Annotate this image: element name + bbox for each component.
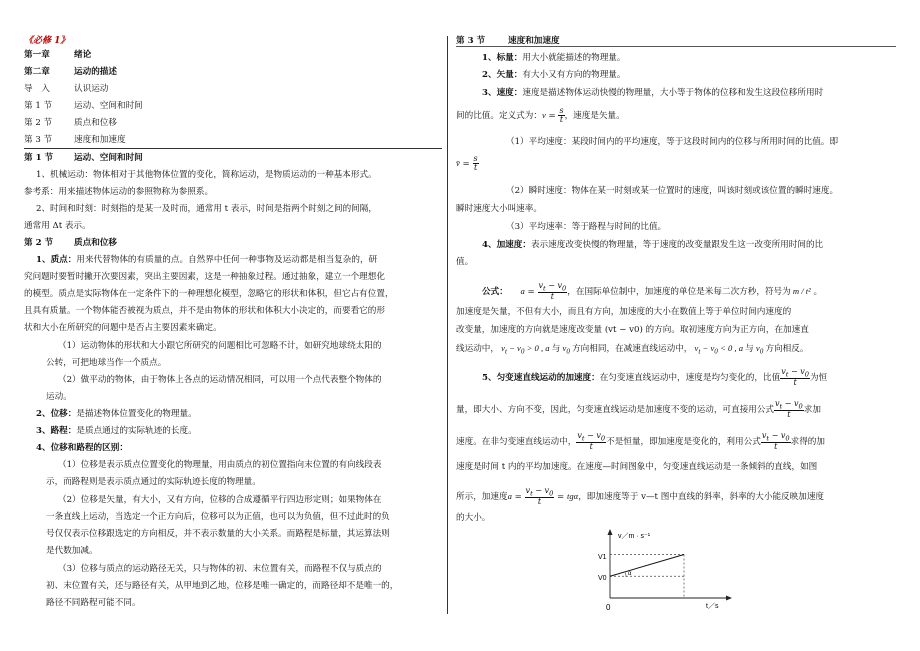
difference-2: （2）位移是矢量，有大小，又有方向，位移的合成遵循平行四边形定则；如果物体在 <box>58 495 382 505</box>
acceleration-vector: 加速度是矢量，不但有大小，而且有方向，加速度的大小在数值上等于单位时间内速度的 <box>456 307 792 317</box>
sec1-paragraph: 2、时间和时刻：时刻指的是某一及时而，通常用 t 表示，时间是指两个时刻之间的间隔， <box>36 204 377 214</box>
instant-velocity: （2）瞬时速度：物体在某一时刻或某一位置时的速度，叫该时刻或该位置的瞬时速度。 <box>506 186 839 196</box>
v0-label: V0 <box>598 575 607 582</box>
velocity-time-graph <box>596 526 736 612</box>
velocity-def: 间的比值。定义式为：v = $\frac{s}{t}$ ，速度是矢量。 <box>456 106 625 124</box>
difference-1: （1）位移是表示质点位置变化的物理量，用由质点的初位置指向末位置的有向线段表 <box>58 460 382 470</box>
difference-2: 号仅仅表示位移跟选定的方向相反，并不表示数量的大小关系。而路程是标量，其运算法则 <box>46 529 390 539</box>
toc-item[interactable]: 第一章 绪论 <box>24 50 92 60</box>
uniform-acceleration: 速度。在非匀变速直线运动中， $\frac{v_t - v_0}{t}$ 不是恒量，即加速度是变化的，利用公式 $\frac{v_t - v_0}{t}$ 求得的加 <box>456 431 825 452</box>
acceleration-vector: 线运动中， $v_t - v_0 > 0$ , a 与 $v_0$ 方向相同，在减速直线运动中， $v_t - v_0 < 0$ , a 与 $v_0$ 方向相反。 <box>456 343 809 356</box>
mass-point-paragraph: 且具有质量。一个物体能否被视为质点，并不是由物体的形状和体积大小决定的，而要看它的形 <box>24 306 385 316</box>
difference-2: 是代数加减。 <box>46 546 98 556</box>
toc-item[interactable]: 导 入 认识运动 <box>24 84 109 94</box>
sec1-paragraph: 1、机械运动：物体相对于其他物体位置的变化，简称运动，是物质运动的一种基本形式。 <box>36 170 377 180</box>
difference-1: 示，而路程则是表示质点通过的实际轨迹长度的物理量。 <box>46 477 261 487</box>
condition-1: （1）运动物体的形状和大小跟它所研究的问题相比可忽略不计，如研究地球绕太阳的 <box>58 341 382 351</box>
velocity-line <box>610 555 684 577</box>
mass-point-paragraph: 究问题时要暂时撇开次要因素，突出主要因素，这是一种抽象过程。通过抽象，建立一个理想化 <box>24 272 385 282</box>
instant-velocity: 瞬时速度大小叫速率。 <box>456 204 542 214</box>
vector-def: 2、矢量：有大小又有方向的物理量。 <box>482 70 626 80</box>
toc-item[interactable]: 第 1 节 运动、空间和时间 <box>24 101 143 111</box>
y-axis-label: v／m · s⁻¹ <box>618 533 651 540</box>
displacement-def: 2、位移：是描述物体位置变化的物理量。 <box>36 409 197 419</box>
acceleration-def: 值。 <box>456 257 474 267</box>
section-2-heading: 第 2 节 质点和位移 <box>24 238 117 248</box>
angle-arc <box>625 573 626 577</box>
uniform-acceleration: 的大小。 <box>456 513 491 523</box>
velocity-fraction: $\frac{s}{t}$ <box>559 106 564 124</box>
acceleration-formula: 公式： a = $\frac{v_t - v_0}{t}$ ，在国际单位制中，加速度的单位是米每二次方秒，符号为 m / t² 。 <box>482 281 823 302</box>
x-axis-arrow <box>726 596 732 601</box>
mass-point-paragraph: 的模型。质点是实际物体在一定条件下的一种理想化模型，忽略它的形状和体积，但它占有位置， <box>24 289 394 299</box>
origin-label: 0 <box>606 603 611 612</box>
sec1-paragraph: 参考系：用来描述物体运动的参照物称为参照系。 <box>24 187 214 197</box>
velocity-def: 3、速度：速度是描述物体运动快慢的物理量，大小等于物体的位移和发生这段位移所用时 <box>482 88 824 98</box>
uniform-acceleration: 所示，加速度a = $\frac{v_t - v_0}{t}$ = tgα，即加速度等于 v—t 图中直线的斜率，斜率的大小能反映加速度 <box>456 486 825 507</box>
toc-item[interactable]: 第 2 节 质点和位移 <box>24 118 117 128</box>
acceleration-def: 4、加速度：表示速度改变快慢的物理量，等于速度的改变量跟发生这一改变所用时间的比 <box>482 240 824 250</box>
condition-1: 公转，可把地球当作一个质点。 <box>46 358 167 368</box>
scalar-def: 1、标量：用大小就能描述的物理量。 <box>482 53 626 63</box>
difference-2: 一条直线上运动，当选定一个正方向后，位移可以为正值，也可以为负值，但不过此时的负 <box>46 512 390 522</box>
average-velocity-formula: v̄ = $\frac{s}{t}$ <box>456 154 478 172</box>
mass-point-paragraph: 1、质点：用来代替物体的有质量的点。自然界中任何一种事物及运动都是相当复杂的，研 <box>36 255 378 265</box>
uniform-acceleration: 5、匀变速直线运动的加速度：在匀变速直线运动中，速度是均匀变化的，比值 $\frac{v_t - v_0}{t}$ 为恒 <box>482 367 828 388</box>
section-1-heading: 第 1 节 运动、空间和时间 <box>24 153 143 163</box>
average-rate: （3）平均速率：等于路程与时间的比值。 <box>506 222 667 232</box>
average-velocity: （1）平均速度：某段时间内的平均速度，等于这段时间内的位移与所用时间的比值。即 <box>506 137 839 147</box>
mass-point-paragraph: 状和大小在所研究的问题中是否占主要因素来确定。 <box>24 323 222 333</box>
book-title: 《必修 1》 <box>24 36 70 46</box>
difference-3: 路径不同路程可能不同。 <box>46 598 141 608</box>
x-axis-label: t／s <box>706 603 719 610</box>
alpha-label: α <box>628 571 632 577</box>
toc-divider <box>24 148 442 149</box>
section-3-heading: 第 3 节 速度和加速度 <box>456 36 560 46</box>
condition-2: （2）做平动的物体，由于物体上各点的运动情况相同，可以用一个点代表整个物体的 <box>58 375 382 385</box>
sec1-paragraph: 通常用 Δt 表示。 <box>24 221 91 231</box>
condition-2: 运动。 <box>46 392 72 402</box>
acceleration-vector: 改变量，加速度的方向就是速度改变量 (vt − v0) 的方向。取初速度方向为正方向，在加速直 <box>456 325 809 335</box>
uniform-acceleration: 速度是时间 t 内的平均加速度。在速度—时间图象中，匀变速直线运动是一条倾斜的直线，如图 <box>456 462 818 472</box>
difference-3: （3）位移与质点的运动路径无关，只与物体的初、末位置有关，而路程不仅与质点的 <box>58 564 382 574</box>
path-length-def: 3、路程：是质点通过的实际轨迹的长度。 <box>36 426 197 436</box>
v1-label: V1 <box>598 554 607 561</box>
uniform-acceleration: 量，即大小、方向不变，因此，匀变速直线运动是加速度不变的运动，可直接用公式 $\frac{v_t - v_0}{t}$ 求加 <box>456 399 821 420</box>
y-axis-arrow <box>608 529 613 535</box>
column-divider <box>447 36 448 614</box>
difference-heading: 4、位移和路程的区别： <box>36 443 128 453</box>
toc-item[interactable]: 第二章 运动的描述 <box>24 67 117 77</box>
toc-item[interactable]: 第 3 节 速度和加速度 <box>24 135 126 145</box>
difference-3: 初、末位置有关，还与路径有关，从甲地到乙地，位移是唯一确定的，而路径却不是唯一的， <box>46 581 399 591</box>
